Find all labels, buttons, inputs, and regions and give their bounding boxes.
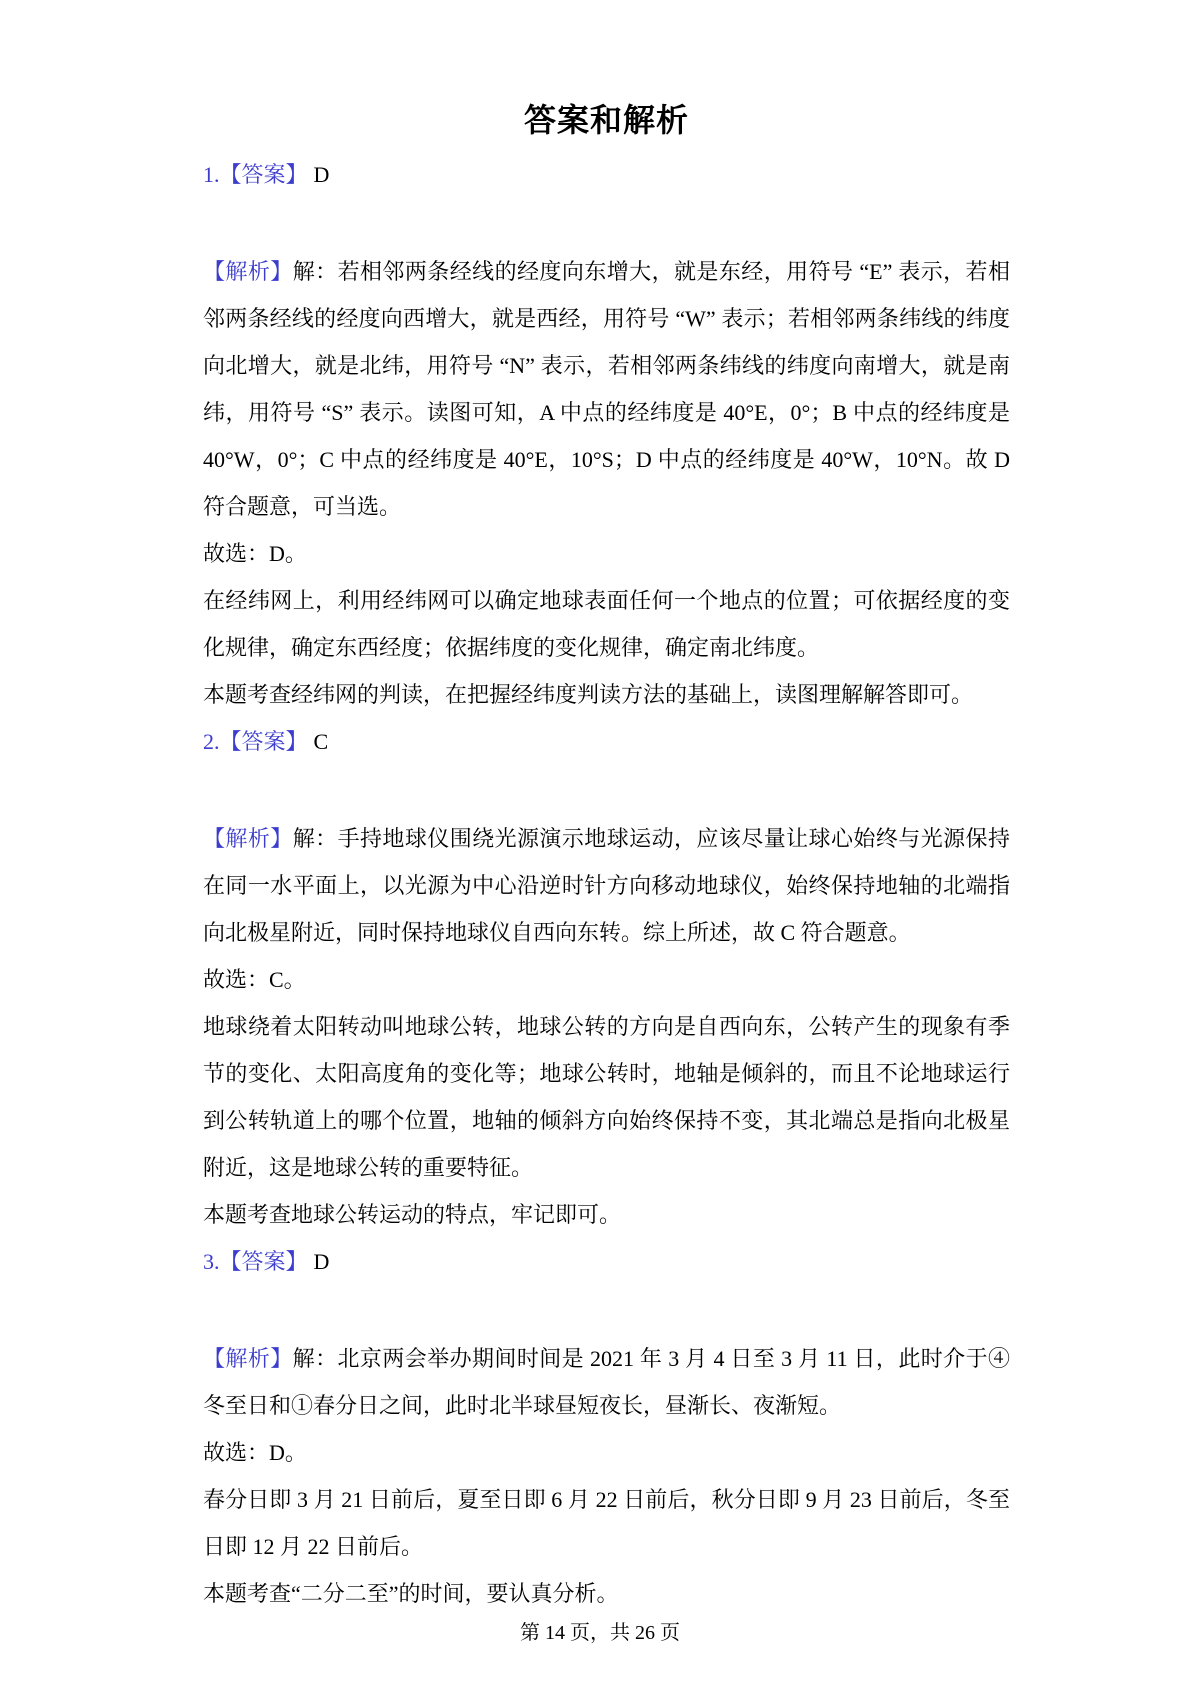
- analysis-text: 解：北京两会举办期间时间是 2021 年 3 月 4 日至 3 月 11 日，此时介于④冬至日和①春分日之间，此时北半球昼短夜长，昼渐长、夜渐短。: [203, 1346, 1010, 1418]
- answer-item-3: [203, 1238, 1010, 1617]
- answer-line: [203, 718, 1010, 765]
- explanation-paragraph: 在经纬网上，利用经纬网可以确定地球表面任何一个地点的位置；可依据经度的变化规律，确定东西经度；依据纬度的变化规律，确定南北纬度。: [203, 588, 1010, 660]
- analysis-label: 【解析】: [203, 259, 293, 284]
- answer-item-1: [203, 151, 1010, 718]
- explanation-paragraph: 春分日即 3 月 21 日前后，夏至日即 6 月 22 日前后，秋分日即 9 月 23 日前后，冬至日即 12 月 22 日前后。: [203, 1487, 1010, 1559]
- answer-label: 2.【答案】: [203, 729, 308, 754]
- answer-label: 1.【答案】: [203, 162, 308, 187]
- analysis-paragraph: [203, 1335, 1010, 1429]
- page-number-indicator: 第 14 页，共 26 页: [520, 1622, 680, 1644]
- answer-label: 3.【答案】: [203, 1249, 308, 1274]
- page-title: 答案和解析: [523, 102, 689, 138]
- explanation-paragraph: 故选：D。: [203, 1440, 307, 1465]
- analysis-label: 【解析】: [203, 1346, 293, 1371]
- answer-value: C: [313, 729, 329, 754]
- analysis-text: 解：手持地球仪围绕光源演示地球运动，应该尽量让球心始终与光源保持在同一水平面上，以光源为中心沿逆时针方向移动地球仪，始终保持地轴的北端指向北极星附近，同时保持地球仪自西向东转。综上所述，故 C 符合题意。: [203, 826, 1010, 945]
- explanation-paragraph: 本题考查地球公转运动的特点，牢记即可。: [203, 1202, 622, 1227]
- explanation-paragraph: 本题考查经纬网的判读，在把握经纬度判读方法的基础上，读图理解解答即可。: [203, 682, 974, 707]
- explanation-paragraph: 地球绕着太阳转动叫地球公转，地球公转的方向是自西向东，公转产生的现象有季节的变化、太阳高度角的变化等；地球公转时，地轴是倾斜的，而且不论地球运行到公转轨道上的哪个位置，地轴的倾斜方向始终保持不变，其北端总是指向北极星附近，这是地球公转的重要特征。: [203, 1014, 1010, 1180]
- answer-item-2: [203, 718, 1010, 1238]
- explanation-paragraph: 故选：C。: [203, 967, 306, 992]
- explanation-paragraph: 本题考查“二分二至”的时间，要认真分析。: [203, 1581, 619, 1606]
- analysis-paragraph: [203, 248, 1010, 530]
- answer-value: D: [313, 1249, 330, 1274]
- answer-line: [203, 151, 1010, 198]
- answer-line: [203, 1238, 1010, 1285]
- analysis-text: 解：若相邻两条经线的经度向东增大，就是东经，用符号 “E” 表示，若相邻两条经线的经度向西增大，就是西经，用符号 “W” 表示；若相邻两条纬线的纬度向北增大，就是北纬，用符号 “N” 表示，若相邻两条纬线的纬度向南增大，就是南纬，用符号 “S” 表示。读图可知，A 中点的经纬度是 40°E，0°；B 中点的经纬度是 40°W，0°；C 中点的经纬度是 40°E，10°S；D 中点的经纬度是 40°W，10°N。故 D 符合题意，可当选。: [203, 259, 1010, 519]
- explanation-paragraph: 故选：D。: [203, 541, 307, 566]
- answer-value: D: [313, 162, 330, 187]
- analysis-paragraph: [203, 815, 1010, 956]
- analysis-label: 【解析】: [203, 826, 293, 851]
